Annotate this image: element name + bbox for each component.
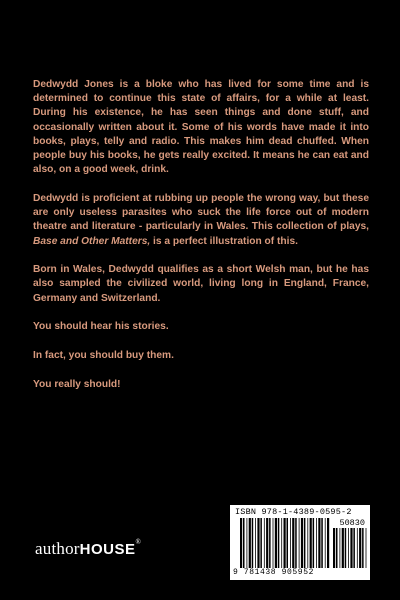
barcode-bar bbox=[240, 518, 242, 568]
blurb-collection-text-before: Dedwydd is proficient at rubbing up people the wrong way, but these are only useless parasites who suck the life force out of modern theatre and literature - particularly in Wales. This collection of plays, bbox=[33, 192, 369, 233]
isbn-barcode bbox=[230, 505, 370, 580]
barcode-bar bbox=[336, 528, 338, 568]
blurb-line-buy: In fact, you should buy them. bbox=[33, 350, 174, 362]
barcode-bar bbox=[310, 518, 312, 568]
barcode-bar bbox=[299, 518, 300, 568]
price-code: 50830 bbox=[339, 518, 365, 528]
barcode-bar bbox=[321, 518, 323, 568]
barcode-bar bbox=[292, 518, 294, 568]
barcode-bar bbox=[281, 518, 282, 568]
barcode-bar bbox=[340, 528, 341, 568]
publisher-logo-author: author bbox=[35, 539, 80, 558]
blurb-line-really: You really should! bbox=[33, 378, 121, 390]
barcode-bar bbox=[353, 528, 355, 568]
blurb-paragraph-origins: Born in Wales, Dedwydd qualifies as a short Welsh man, but he has also sampled the civilized world, living long in England, France, Germany and Switzerland. bbox=[33, 264, 369, 304]
barcode-bar bbox=[269, 518, 271, 568]
barcode-bar bbox=[247, 518, 248, 568]
barcode-bar bbox=[316, 518, 317, 568]
barcode-bar bbox=[301, 518, 303, 568]
barcode-bar bbox=[278, 518, 280, 568]
barcode-bar bbox=[313, 518, 315, 568]
barcode-bar bbox=[362, 528, 364, 568]
barcode-bar bbox=[325, 518, 326, 568]
barcode-bar bbox=[348, 528, 349, 568]
registered-mark: ® bbox=[135, 538, 142, 546]
barcode-bar bbox=[252, 518, 254, 568]
blurb-line-stories: You should hear his stories. bbox=[33, 321, 169, 333]
barcode-bar bbox=[249, 518, 251, 568]
barcode-bar bbox=[318, 518, 320, 568]
barcode-bar bbox=[260, 518, 262, 568]
back-cover-blurb bbox=[33, 78, 369, 406]
barcode-bar bbox=[366, 528, 367, 568]
barcode-bar bbox=[345, 528, 347, 568]
barcode-bar bbox=[327, 518, 329, 568]
ean13-bars bbox=[240, 518, 330, 568]
barcode-bar bbox=[307, 518, 308, 568]
barcode-bar bbox=[359, 528, 361, 568]
barcode-bar bbox=[264, 518, 265, 568]
publisher-logo bbox=[35, 539, 141, 559]
book-title: Base and Other Matters, bbox=[33, 235, 151, 247]
blurb-collection-text-after: is a perfect illustration of this. bbox=[150, 235, 298, 247]
barcode-bar bbox=[350, 528, 352, 568]
barcode-bar bbox=[255, 518, 256, 568]
blurb-paragraph-bio: Dedwydd Jones is a bloke who has lived for some time and is determined to continue this state of affairs, for a while at least. During his existence, he has seen things and done stuff, and occasionally written about it. Some of his words have made it into books, plays, telly and radio. This makes him dead chuffed. When people buy his books, he gets really excited. It means he can eat and also, on a good week, drink. bbox=[33, 79, 369, 176]
barcode-bar bbox=[290, 518, 291, 568]
barcode-bar bbox=[342, 528, 344, 568]
barcode-bar bbox=[304, 518, 306, 568]
barcode-bar bbox=[284, 518, 286, 568]
barcode-digits: 9 781438 905952 bbox=[233, 568, 315, 577]
publisher-logo-house: HOUSE bbox=[79, 541, 136, 558]
barcode-bar bbox=[357, 528, 358, 568]
barcode-bar bbox=[287, 518, 289, 568]
barcode-bar bbox=[243, 518, 245, 568]
barcode-bar bbox=[273, 518, 274, 568]
barcode-bar bbox=[295, 518, 297, 568]
barcode-bar bbox=[333, 528, 335, 568]
barcode-bar bbox=[266, 518, 268, 568]
barcode-bar bbox=[275, 518, 277, 568]
isbn-number: ISBN 978-1-4389-0595-2 bbox=[235, 507, 352, 517]
addon-bars bbox=[333, 528, 367, 568]
blurb-paragraph-collection bbox=[33, 192, 369, 249]
barcode-bar bbox=[257, 518, 259, 568]
